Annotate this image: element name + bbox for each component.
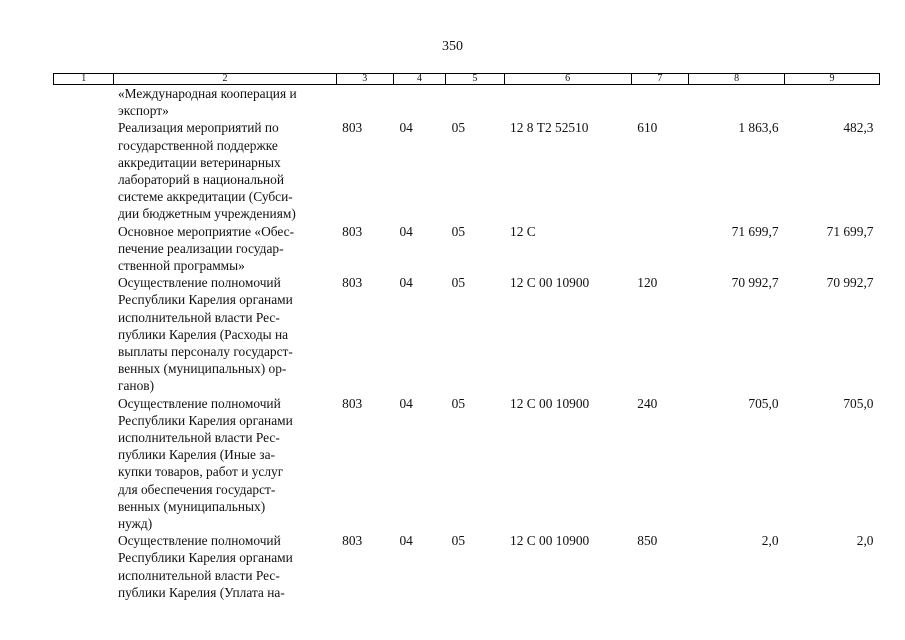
cell-amount-col9: 71 699,7 bbox=[826, 223, 874, 239]
item-name-line: лабораторий в национальной bbox=[117, 172, 285, 188]
item-name-line: государственной поддержке bbox=[117, 137, 278, 153]
cell-expense-type: 850 bbox=[637, 533, 658, 549]
item-name-line: исполнительной власти Рес- bbox=[117, 567, 280, 583]
cell-item-name bbox=[114, 532, 336, 601]
cell-amount-col9: 2,0 bbox=[856, 533, 874, 549]
column-header-8: 8 bbox=[689, 74, 785, 85]
cell-section-code: 04 bbox=[399, 275, 413, 291]
cell-col1 bbox=[54, 223, 114, 275]
cell-target-article: 12 8 Т2 52510 bbox=[510, 120, 589, 136]
item-name-line: Осуществление полномочий bbox=[117, 533, 281, 549]
item-name-line: публики Карелия (Уплата на- bbox=[117, 584, 285, 600]
cell-amount-col9: 705,0 bbox=[843, 395, 874, 411]
table-row bbox=[54, 532, 880, 601]
column-header-6: 6 bbox=[504, 74, 631, 85]
cell-target-article: 12 С 00 10900 bbox=[510, 275, 590, 291]
column-header-2: 2 bbox=[114, 74, 336, 85]
item-name-line: экспорт» bbox=[117, 103, 169, 119]
item-name-line: Осуществление полномочий bbox=[117, 275, 281, 291]
cell-amount-col9: 482,3 bbox=[843, 120, 874, 136]
page-number: 350 bbox=[442, 39, 463, 54]
cell-amount-col8: 2,0 bbox=[761, 533, 779, 549]
table-row bbox=[54, 395, 880, 533]
table-header bbox=[54, 74, 880, 85]
cell-ministry-code: 803 bbox=[342, 223, 363, 239]
table-row bbox=[54, 274, 880, 394]
table-row bbox=[54, 119, 880, 222]
cell-amount-col9: 70 992,7 bbox=[826, 275, 874, 291]
item-name-line: дии бюджетным учреждениям) bbox=[117, 206, 296, 222]
cell-subsection-code: 05 bbox=[451, 533, 466, 549]
item-name-line: купки товаров, работ и услуг bbox=[117, 464, 284, 480]
table-body bbox=[54, 85, 880, 602]
table-row bbox=[54, 223, 880, 275]
cell-ministry-code: 803 bbox=[342, 395, 363, 411]
cell-expense-type: 240 bbox=[637, 395, 658, 411]
cell-col1 bbox=[54, 532, 114, 601]
item-name-line: публики Карелия (Расходы на bbox=[117, 326, 289, 342]
cell-item-name bbox=[114, 85, 336, 120]
cell-subsection-code: 05 bbox=[451, 223, 466, 239]
cell-amount-col8: 71 699,7 bbox=[731, 223, 779, 239]
item-name-line: выплаты персоналу государст- bbox=[117, 344, 293, 360]
cell-col1 bbox=[54, 119, 114, 222]
header-row bbox=[54, 74, 880, 85]
item-name-line: Республики Карелия органами bbox=[117, 550, 293, 566]
column-header-3: 3 bbox=[336, 74, 393, 85]
item-name-line: исполнительной власти Рес- bbox=[117, 309, 280, 325]
cell-target-article: 12 С 00 10900 bbox=[510, 395, 590, 411]
cell-expense-type bbox=[631, 85, 688, 120]
cell-expense-type: 610 bbox=[637, 120, 658, 136]
cell-amount-col8: 70 992,7 bbox=[731, 275, 779, 291]
item-name-line: Республики Карелия органами bbox=[117, 412, 293, 428]
column-header-4: 4 bbox=[393, 74, 445, 85]
item-name-line: публики Карелия (Иные за- bbox=[117, 447, 275, 463]
budget-table bbox=[53, 73, 880, 601]
column-header-5: 5 bbox=[446, 74, 504, 85]
cell-ministry-code bbox=[336, 85, 393, 120]
cell-item-name bbox=[114, 395, 336, 533]
item-name-line: Реализация мероприятий по bbox=[117, 120, 279, 136]
cell-target-article bbox=[504, 85, 631, 120]
cell-subsection-code: 05 bbox=[451, 275, 466, 291]
cell-section-code: 04 bbox=[399, 223, 413, 239]
cell-amount-col9 bbox=[785, 85, 880, 120]
item-name-line: исполнительной власти Рес- bbox=[117, 430, 280, 446]
cell-item-name bbox=[114, 119, 336, 222]
cell-section-code: 04 bbox=[399, 120, 413, 136]
cell-ministry-code: 803 bbox=[342, 275, 363, 291]
cell-section-code bbox=[393, 85, 445, 120]
item-name-line: ственной программы» bbox=[117, 258, 245, 274]
column-header-7: 7 bbox=[631, 74, 688, 85]
cell-ministry-code: 803 bbox=[342, 533, 363, 549]
cell-col1 bbox=[54, 395, 114, 533]
cell-section-code: 04 bbox=[399, 533, 413, 549]
item-name-line: аккредитации ветеринарных bbox=[117, 154, 281, 170]
item-name-line: печение реализации государ- bbox=[117, 240, 284, 256]
item-name-line: Основное мероприятие «Обес- bbox=[117, 223, 295, 239]
item-name-line: венных (муниципальных) bbox=[117, 498, 266, 514]
item-name-line: системе аккредитации (Субси- bbox=[117, 189, 293, 205]
cell-amount-col8: 705,0 bbox=[748, 395, 779, 411]
cell-subsection-code: 05 bbox=[451, 395, 466, 411]
item-name-line: «Международная кооперация и bbox=[117, 86, 297, 101]
cell-target-article: 12 С 00 10900 bbox=[510, 533, 590, 549]
cell-subsection-code: 05 bbox=[451, 120, 466, 136]
cell-amount-col8: 1 863,6 bbox=[738, 120, 779, 136]
cell-target-article: 12 С bbox=[510, 223, 536, 239]
item-name-line: нужд) bbox=[117, 516, 153, 532]
item-name-line: ганов) bbox=[117, 378, 155, 394]
table-row bbox=[54, 85, 880, 120]
cell-subsection-code bbox=[446, 85, 504, 120]
item-name-line: Республики Карелия органами bbox=[117, 292, 293, 308]
cell-amount-col8 bbox=[689, 85, 785, 120]
cell-item-name bbox=[114, 274, 336, 394]
cell-section-code: 04 bbox=[399, 395, 413, 411]
column-header-1: 1 bbox=[54, 74, 114, 85]
item-name-line: для обеспечения государст- bbox=[117, 481, 276, 497]
cell-col1 bbox=[54, 85, 114, 120]
cell-item-name bbox=[114, 223, 336, 275]
column-header-9: 9 bbox=[785, 74, 880, 85]
cell-col1 bbox=[54, 274, 114, 394]
item-name-line: венных (муниципальных) ор- bbox=[117, 361, 287, 377]
cell-ministry-code: 803 bbox=[342, 120, 363, 136]
item-name-line: Осуществление полномочий bbox=[117, 395, 281, 411]
cell-expense-type: 120 bbox=[637, 275, 658, 291]
cell-expense-type bbox=[631, 223, 688, 275]
